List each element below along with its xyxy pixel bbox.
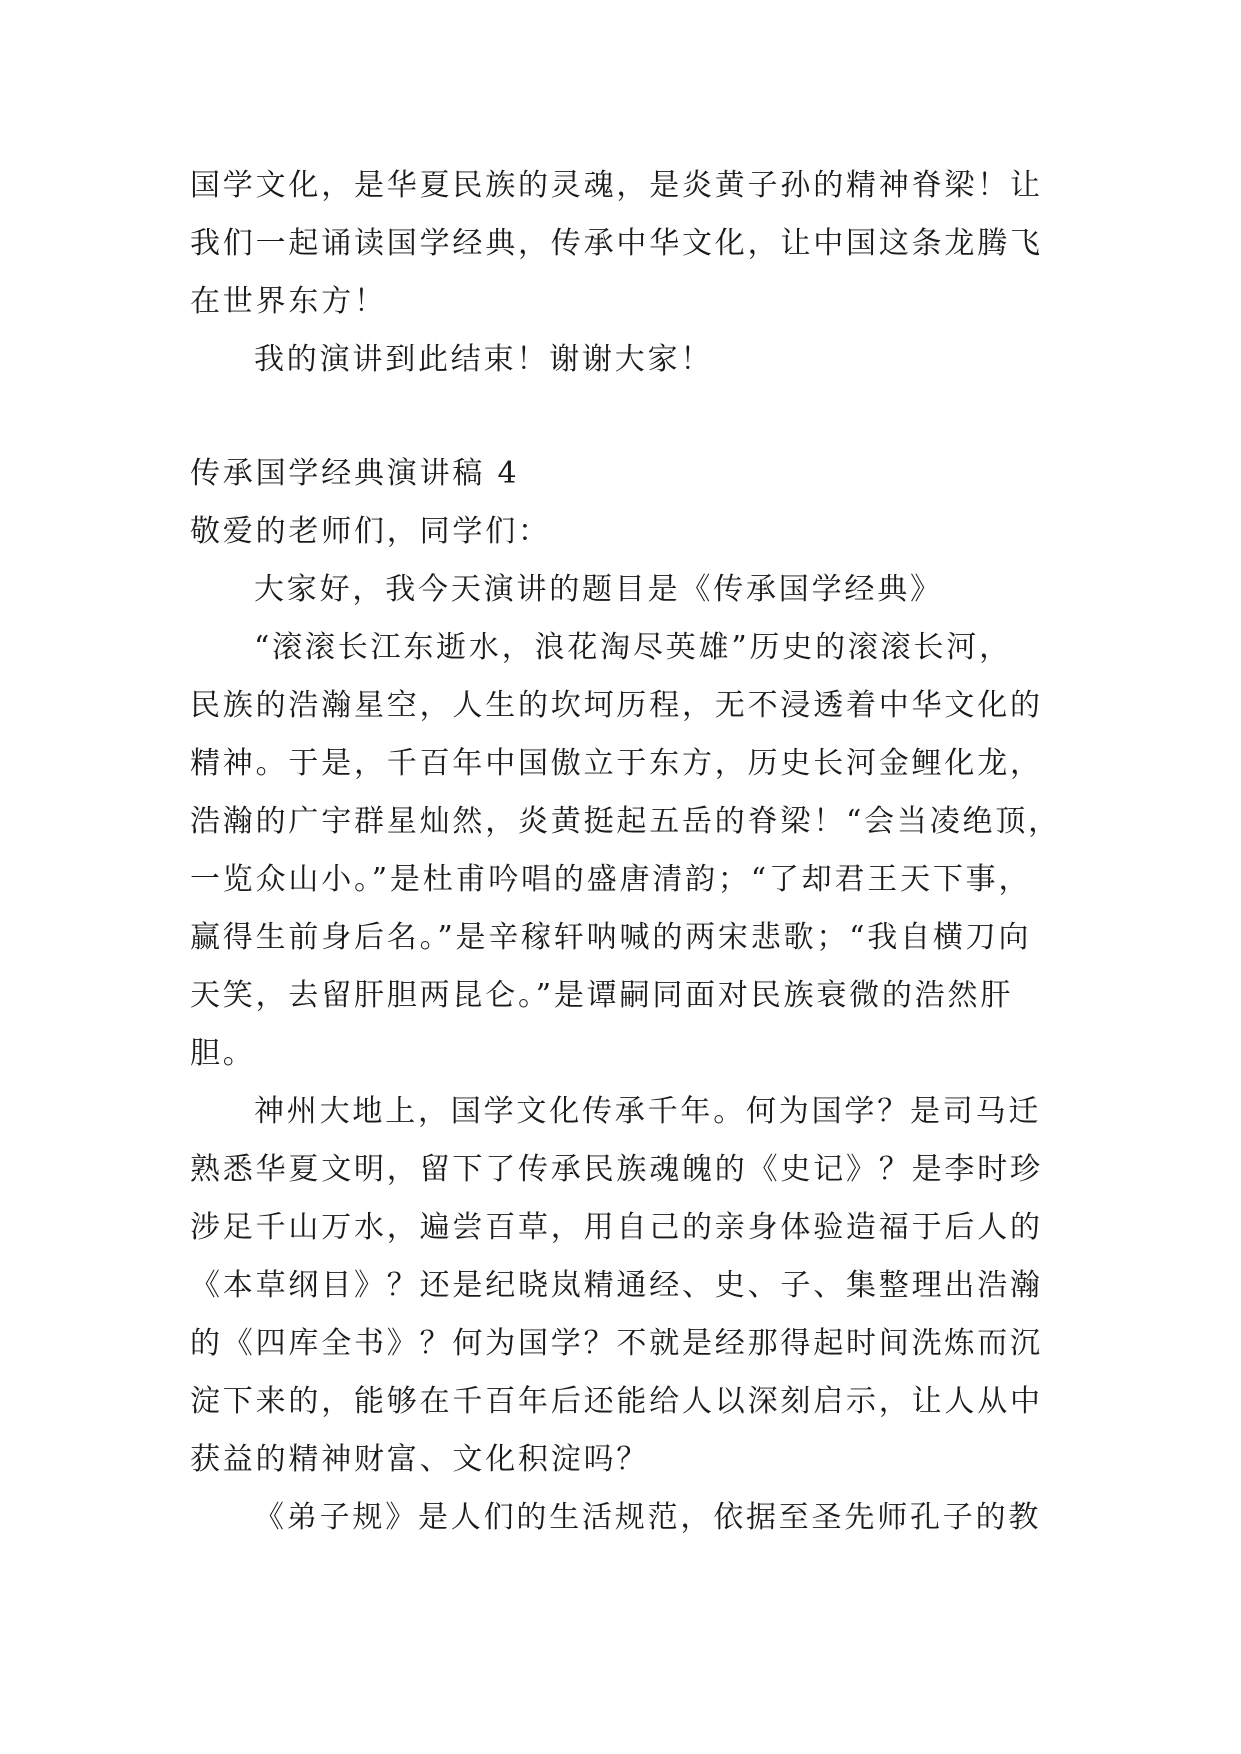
- salutation: 敬爱的老师们，同学们：: [190, 514, 551, 549]
- body-text-line: 天笑，去留肝胆两昆仑。”是谭嗣同面对民族衰微的浩然肝: [190, 978, 1014, 1013]
- body-text-line: 《弟子规》是人们的生活规范，依据至圣先师孔子的教: [254, 1500, 1042, 1535]
- body-text-line: 在世界东方！: [190, 284, 387, 319]
- body-text-line: 赢得生前身后名。”是辛稼轩呐喊的两宋悲歌；“我自横刀向: [190, 920, 1032, 955]
- closing-line: 我的演讲到此结束！谢谢大家！: [254, 342, 714, 377]
- body-text-line: 获益的精神财富、文化积淀吗？: [190, 1442, 650, 1477]
- body-text-line: 一览众山小。”是杜甫吟唱的盛唐清韵；“了却君王天下事，: [190, 862, 1032, 897]
- body-text-line: 精神。于是，千百年中国傲立于东方，历史长河金鲤化龙，: [190, 746, 1043, 781]
- body-text-line: 大家好，我今天演讲的题目是《传承国学经典》: [254, 572, 943, 607]
- body-text-line: 国学文化，是华夏民族的灵魂，是炎黄子孙的精神脊梁！让: [190, 168, 1043, 203]
- body-text-line: 涉足千山万水，遍尝百草，用自己的亲身体验造福于后人的: [190, 1210, 1043, 1245]
- body-text-line: 熟悉华夏文明，留下了传承民族魂魄的《史记》？是李时珍: [190, 1152, 1043, 1187]
- body-text-line: 的《四库全书》？何为国学？不就是经那得起时间洗炼而沉: [190, 1326, 1043, 1361]
- body-text-line: 《本草纲目》？还是纪晓岚精通经、史、子、集整理出浩瀚: [190, 1268, 1043, 1303]
- body-text-line: 我们一起诵读国学经典，传承中华文化，让中国这条龙腾飞: [190, 226, 1043, 261]
- body-text-line: 浩瀚的广宇群星灿然，炎黄挺起五岳的脊梁！“会当凌绝顶，: [190, 804, 1061, 839]
- section-title: 传承国学经典演讲稿 4: [190, 456, 520, 491]
- body-text-line: 神州大地上，国学文化传承千年。何为国学？是司马迁: [254, 1094, 1042, 1129]
- body-text-line: 民族的浩瀚星空，人生的坎坷历程，无不浸透着中华文化的: [190, 688, 1043, 723]
- body-text-line: 胆。: [190, 1036, 256, 1071]
- body-text-line: “滚滚长江东逝水，浪花淘尽英雄”历史的滚滚长河，: [254, 630, 1012, 665]
- body-text-line: 淀下来的，能够在千百年后还能给人以深刻启示，让人从中: [190, 1384, 1043, 1419]
